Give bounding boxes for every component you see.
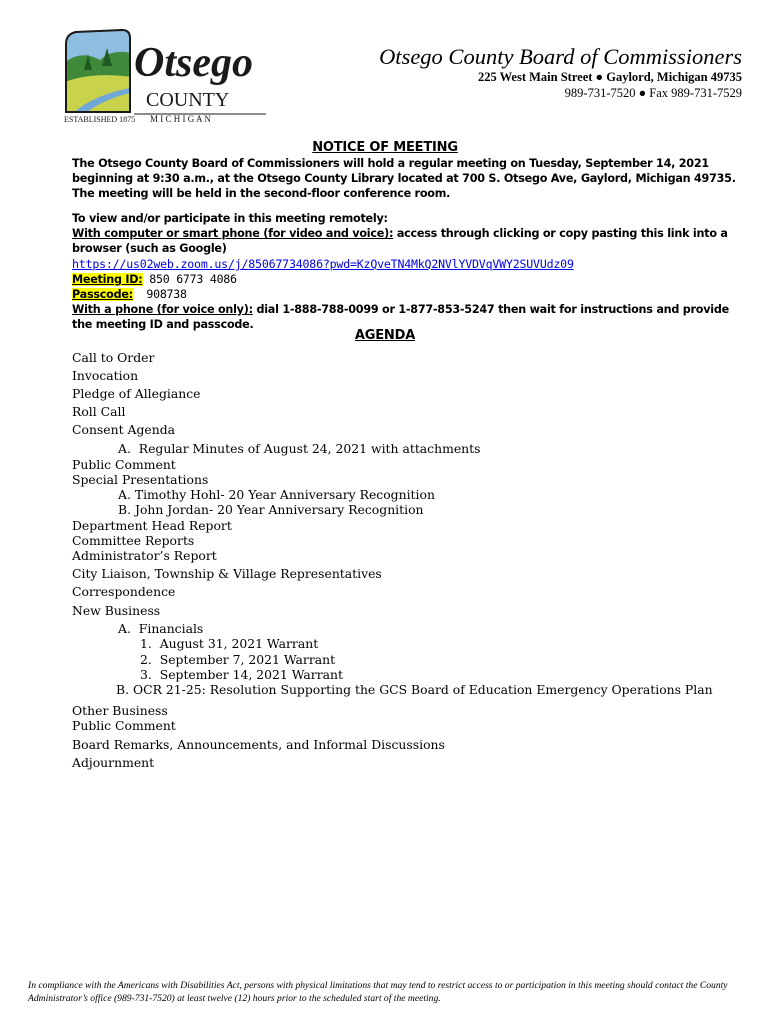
agenda-item: Board Remarks, Announcements, and Informal Discussions xyxy=(72,737,445,752)
board-title: Otsego County Board of Commissioners xyxy=(379,44,742,69)
passcode-label: Passcode: xyxy=(72,288,133,301)
notice-paragraph: The Otsego County Board of Commissioners will hold a regular meeting on Tuesday, September 14, 2021 beginning at 9:30 a.m., at the Otsego County Library located at 700 S. Otsego Ave, Gaylord, Michigan 49735. The meeting will be held in the second-floor conference room. xyxy=(72,157,736,200)
phone-text: dial 1-888-788-0099 or 1-877-853-5247 then wait for instructions and provide the meeting ID and passcode. xyxy=(72,303,729,331)
agenda-item: Consent Agenda xyxy=(72,422,176,437)
agenda-item: Committee Reports xyxy=(72,533,195,548)
agenda-item: Correspondence xyxy=(72,584,176,599)
logo-established: ESTABLISHED 1875 xyxy=(64,115,136,124)
agenda-item: Pledge of Allegiance xyxy=(72,386,201,401)
agenda-item: New Business xyxy=(72,603,161,618)
agenda-subsubitem: 2. September 7, 2021 Warrant xyxy=(140,652,336,667)
meeting-id-row xyxy=(72,272,748,287)
agenda-item: Public Comment xyxy=(72,718,176,733)
board-address: 225 West Main Street ● Gaylord, Michigan 49735 xyxy=(477,70,742,84)
agenda-item: Roll Call xyxy=(72,404,126,419)
agenda-item: Department Head Report xyxy=(72,518,232,533)
agenda-item: Public Comment xyxy=(72,457,176,472)
agenda-subsubitem: 3. September 14, 2021 Warrant xyxy=(140,667,343,682)
agenda-item: City Liaison, Township & Village Representatives xyxy=(72,566,382,581)
agenda-subitem: A. Timothy Hohl- 20 Year Anniversary Recognition xyxy=(118,487,435,502)
zoom-link[interactable]: https://us02web.zoom.us/j/85067734086?pwd=KzQveTN4MkQ2NVlYVDVqVWY2SUVUdz09 xyxy=(72,257,574,271)
remote-instructions xyxy=(72,211,748,332)
remote-intro: To view and/or participate in this meeting remotely: xyxy=(72,212,388,225)
agenda-subitem: B. OCR 21-25: Resolution Supporting the GCS Board of Education Emergency Operations Plan xyxy=(116,682,713,697)
agenda-item: Other Business xyxy=(72,703,168,718)
agenda-subitem: A. Regular Minutes of August 24, 2021 with attachments xyxy=(118,441,481,456)
passcode-row xyxy=(72,287,748,302)
county-logo xyxy=(60,26,270,128)
agenda-item: Adjournment xyxy=(72,755,155,770)
agenda-subitem: B. John Jordan- 20 Year Anniversary Recognition xyxy=(118,502,424,517)
agenda-item: Administrator’s Report xyxy=(72,548,217,563)
agenda-subsubitem: 1. August 31, 2021 Warrant xyxy=(140,636,319,651)
computer-text: access through clicking or copy pasting this link into a browser (such as Google) xyxy=(72,227,728,255)
agenda-item: Special Presentations xyxy=(72,472,209,487)
logo-county: COUNTY xyxy=(146,89,230,111)
meeting-id-value: 850 6773 4086 xyxy=(142,272,237,286)
logo-wordmark: Otsego xyxy=(134,40,253,86)
agenda-subitem: A. Financials xyxy=(118,621,204,636)
board-phone-fax: 989-731-7520 ● Fax 989-731-7529 xyxy=(564,86,742,100)
computer-instructions xyxy=(72,226,748,256)
agenda-item: Invocation xyxy=(72,368,139,383)
notice-title: NOTICE OF MEETING xyxy=(312,140,458,155)
meeting-id-label: Meeting ID: xyxy=(72,273,143,286)
ada-compliance-note: In compliance with the Americans with Disabilities Act, persons with physical limitations that may tend to restrict access to or participation in this meeting should contact the County Administrator’s office (989-731-7520) at least twelve (12) hours prior to the scheduled start of the meeting. xyxy=(28,980,728,1004)
otsego-county-logo-icon xyxy=(60,26,270,128)
agenda-title: AGENDA xyxy=(354,328,416,343)
agenda-item: Call to Order xyxy=(72,350,155,365)
passcode-value: 908738 xyxy=(132,287,187,301)
computer-label: With computer or smart phone (for video and voice): xyxy=(72,227,394,240)
logo-state: M I C H I G A N xyxy=(150,114,211,124)
phone-label: With a phone (for voice only): xyxy=(72,303,253,316)
